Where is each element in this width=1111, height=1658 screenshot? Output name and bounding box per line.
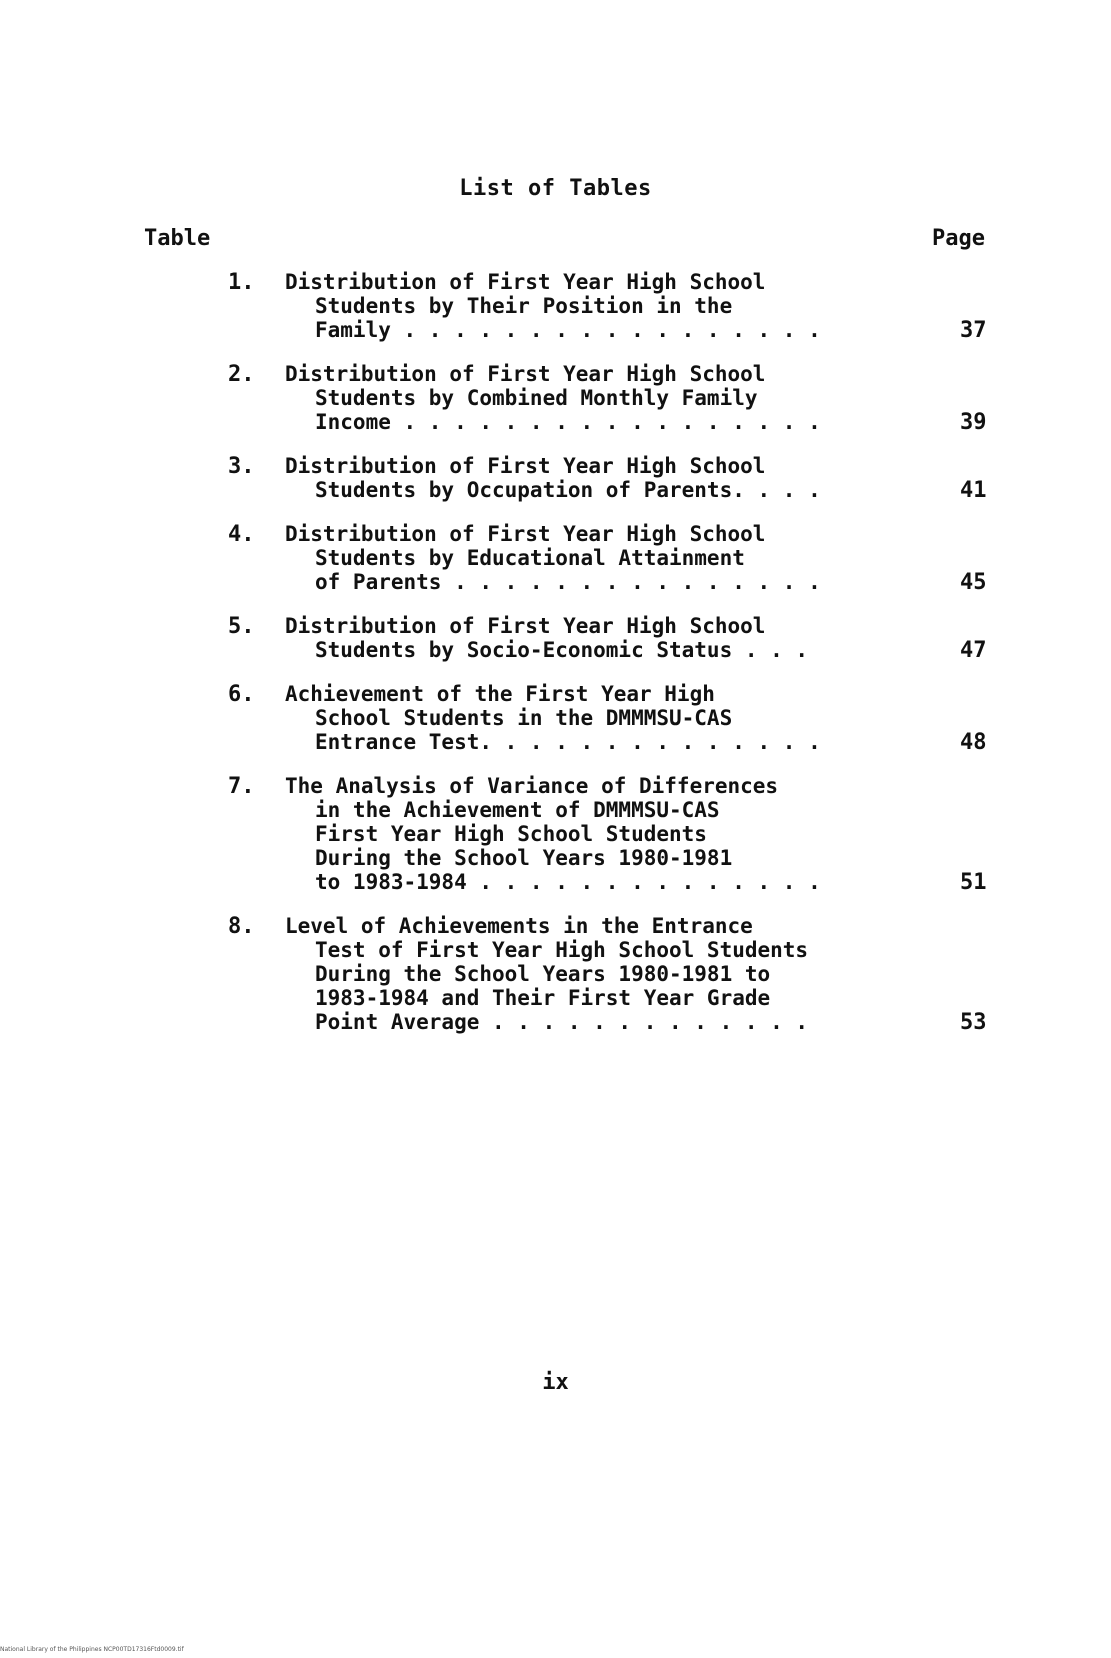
caption-line: Students by Socio-Economic Status . . . [315, 638, 809, 662]
caption-line: Achievement of the First Year High [285, 682, 715, 706]
page-ref: 39 [960, 410, 987, 435]
page-ref: 51 [960, 870, 987, 895]
caption-line: Distribution of First Year High School [285, 522, 766, 546]
table-caption [285, 454, 925, 502]
caption-line: During the School Years 1980-1981 to [315, 962, 771, 986]
page-ref: 45 [960, 570, 987, 595]
table-number: 8. [228, 914, 255, 939]
table-number: 3. [228, 454, 255, 479]
page-ref: 48 [960, 730, 987, 755]
table-number: 1. [228, 270, 255, 295]
caption-line: Students by Occupation of Parents. . . . [315, 478, 821, 502]
caption-line: During the School Years 1980-1981 [315, 846, 733, 870]
table-number: 4. [228, 522, 255, 547]
page-ref: 37 [960, 318, 987, 343]
page-ref: 41 [960, 478, 987, 503]
caption-line: Family . . . . . . . . . . . . . . . . . [315, 318, 821, 342]
caption-line: Test of First Year High School Students [315, 938, 809, 962]
column-header-page: Page [932, 226, 985, 251]
page-ref: 47 [960, 638, 987, 663]
scan-source-note: National Library of the Philippines NCP00TD17316Ftd0009.tif [0, 1646, 184, 1653]
list-item [0, 774, 1111, 894]
caption-line: 1983-1984 and Their First Year Grade [315, 986, 771, 1010]
caption-line: Distribution of First Year High School [285, 454, 766, 478]
list-item [0, 522, 1111, 594]
table-caption [285, 522, 925, 594]
caption-line: Distribution of First Year High School [285, 614, 766, 638]
table-number: 2. [228, 362, 255, 387]
list-item [0, 682, 1111, 754]
page-ref: 53 [960, 1010, 987, 1035]
list-item [0, 270, 1111, 342]
table-number: 6. [228, 682, 255, 707]
table-caption [285, 682, 925, 754]
table-number: 7. [228, 774, 255, 799]
caption-line: Income . . . . . . . . . . . . . . . . . [315, 410, 821, 434]
caption-line: of Parents . . . . . . . . . . . . . . . [315, 570, 821, 594]
list-item [0, 614, 1111, 662]
caption-line: Point Average . . . . . . . . . . . . . [315, 1010, 809, 1034]
caption-line: Students by Combined Monthly Family [315, 386, 758, 410]
table-caption [285, 362, 925, 434]
caption-line: Distribution of First Year High School [285, 270, 766, 294]
caption-line: Students by Their Position in the [315, 294, 733, 318]
page-number: ix [542, 1370, 569, 1395]
caption-line: School Students in the DMMMSU-CAS [315, 706, 733, 730]
caption-line: Distribution of First Year High School [285, 362, 766, 386]
table-caption [285, 270, 925, 342]
table-caption [285, 774, 925, 894]
caption-line: First Year High School Students [315, 822, 707, 846]
caption-line: Level of Achievements in the Entrance [285, 914, 753, 938]
caption-line: Students by Educational Attainment [315, 546, 745, 570]
table-number: 5. [228, 614, 255, 639]
column-header-table: Table [144, 226, 211, 251]
table-caption [285, 914, 925, 1034]
table-caption [285, 614, 925, 662]
caption-line: to 1983-1984 . . . . . . . . . . . . . . [315, 870, 821, 894]
list-item [0, 362, 1111, 434]
list-item [0, 914, 1111, 1034]
page-title: List of Tables [459, 176, 652, 201]
caption-line: in the Achievement of DMMMSU-CAS [315, 798, 720, 822]
caption-line: The Analysis of Variance of Differences [285, 774, 779, 798]
list-item [0, 454, 1111, 502]
caption-line: Entrance Test. . . . . . . . . . . . . . [315, 730, 821, 754]
